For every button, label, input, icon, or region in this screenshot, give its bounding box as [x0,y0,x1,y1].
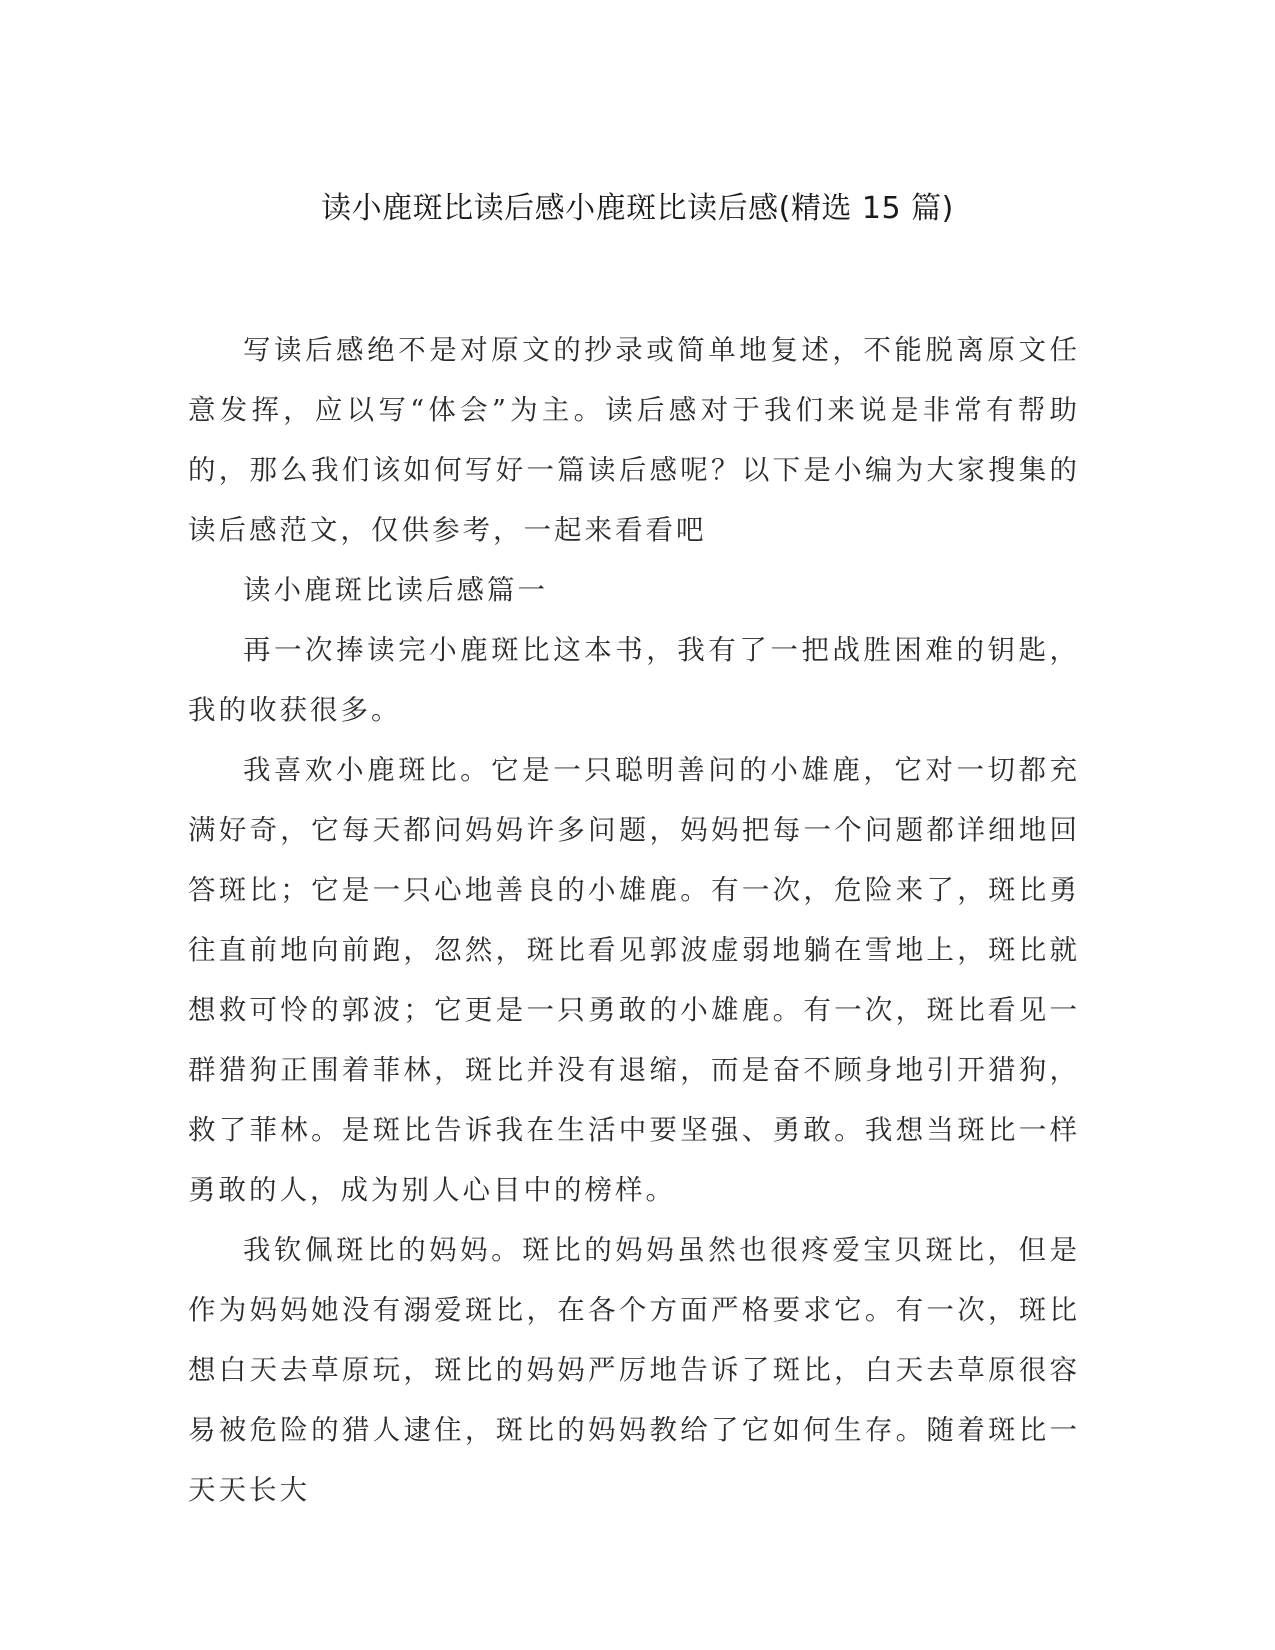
body-paragraph-2: 我喜欢小鹿斑比。它是一只聪明善问的小雄鹿，它对一切都充满好奇，它每天都问妈妈许多问题，妈妈把每一个问题都详细地回答斑比；它是一只心地善良的小雄鹿。有一次，危险来了，斑比勇往直前地向前跑，忽然，斑比看见郭波虚弱地躺在雪地上，斑比就想救可怜的郭波；它更是一只勇敢的小雄鹿。有一次，斑比看见一群猎狗正围着菲林，斑比并没有退缩，而是奋不顾身地引开猎狗，救了菲林。是斑比告诉我在生活中要坚强、勇敢。我想当斑比一样勇敢的人，成为别人心目中的榜样。 [188,754,1080,1206]
body-paragraph-3: 我钦佩斑比的妈妈。斑比的妈妈虽然也很疼爱宝贝斑比，但是作为妈妈她没有溺爱斑比，在各个方面严格要求它。有一次，斑比想白天去草原玩，斑比的妈妈严厉地告诉了斑比，白天去草原很容易被危险的猎人逮住，斑比的妈妈教给了它如何生存。随着斑比一天天长大 [188,1234,1080,1506]
section-heading: 读小鹿斑比读后感篇一 [243,574,548,606]
document-body [188,320,1080,1520]
intro-paragraph: 写读后感绝不是对原文的抄录或简单地复述，不能脱离原文任意发挥，应以写“体会”为主。读后感对于我们来说是非常有帮助的，那么我们该如何写好一篇读后感呢？以下是小编为大家搜集的读后感范文，仅供参考，一起来看看吧 [188,334,1080,546]
document-title: 读小鹿斑比读后感小鹿斑比读后感(精选 15 篇) [321,191,954,226]
body-paragraph-1: 再一次捧读完小鹿斑比这本书，我有了一把战胜困难的钥匙，我的收获很多。 [188,634,1080,726]
